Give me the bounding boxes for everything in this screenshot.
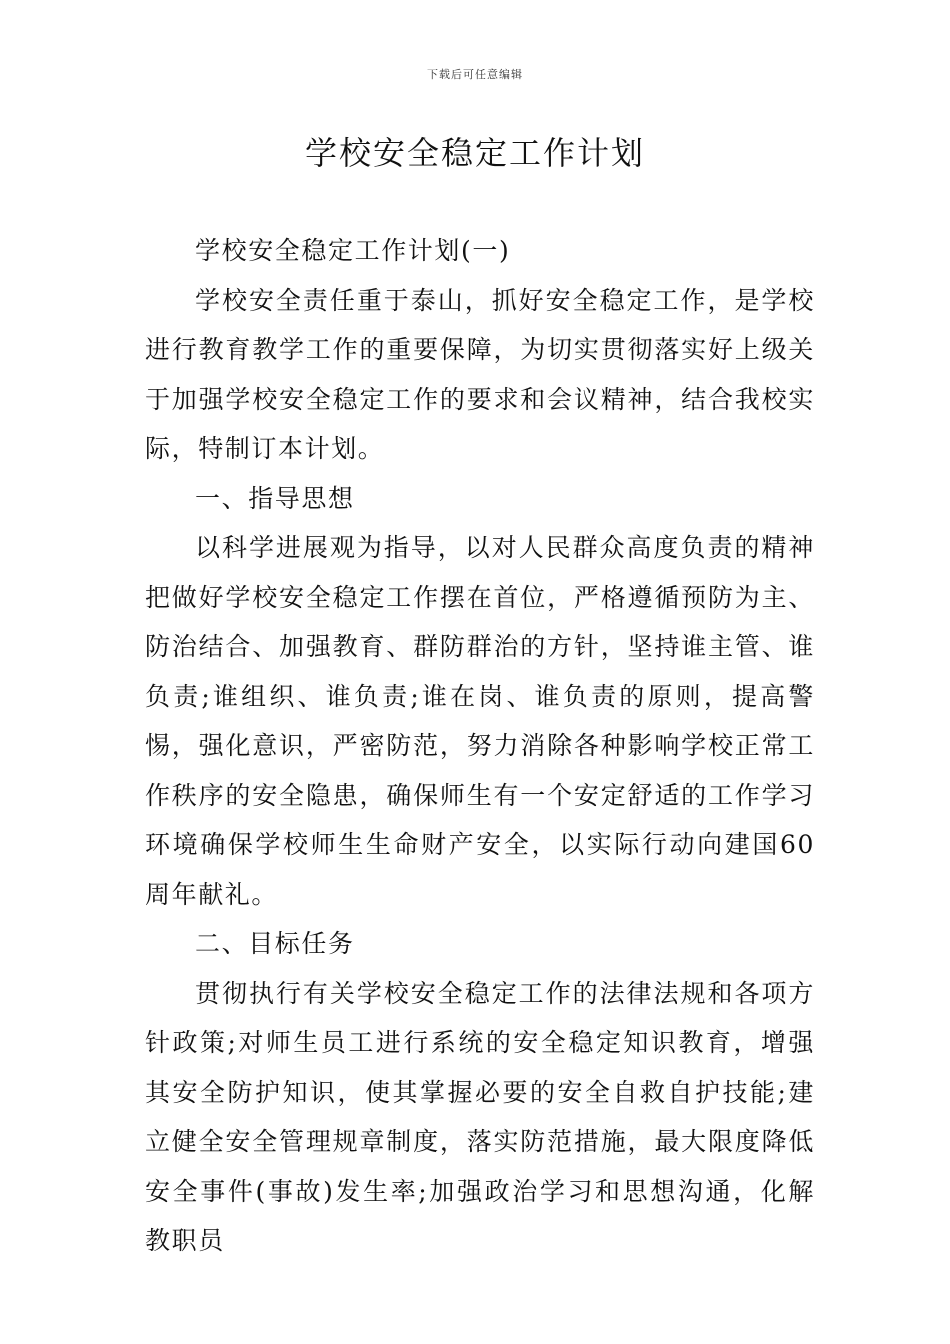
download-note: 下载后可任意编辑 <box>427 68 523 81</box>
document-title: 学校安全稳定工作计划 <box>304 134 645 172</box>
section-heading-goals-tasks: 二、目标任务 <box>195 929 355 958</box>
intro-paragraph: 学校安全责任重于泰山，抓好安全稳定工作，是学校进行教育教学工作的重要保障，为切实贯彻落实好上级关于加强学校安全稳定工作的要求和会议精神，结合我校实际，特制订本计划。 <box>145 285 815 463</box>
guiding-ideology-paragraph: 以科学进展观为指导，以对人民群众高度负责的精神把做好学校安全稳定工作摆在首位，严格遵循预防为主、防治结合、加强教育、群防群治的方针，坚持谁主管、谁负责;谁组织、谁负责;谁在岗、谁负责的原则，提高警惕，强化意识，严密防范，努力消除各种影响学校正常工作秩序的安全隐患，确保师生有一个安定舒适的工作学习环境确保学校师生生命财产安全，以实际行动向建国60周年献礼。 <box>145 533 815 909</box>
section-subtitle: 学校安全稳定工作计划(一) <box>195 236 511 265</box>
document-body <box>145 226 815 1266</box>
goals-tasks-paragraph: 贯彻执行有关学校安全稳定工作的法律法规和各项方针政策;对师生员工进行系统的安全稳定知识教育，增强其安全防护知识，使其掌握必要的安全自救自护技能;建立健全安全管理规章制度，落实防范措施，最大限度降低安全事件(事故)发生率;加强政治学习和思想沟通，化解教职员 <box>145 978 815 1255</box>
section-heading-guiding-ideology: 一、指导思想 <box>195 483 355 513</box>
